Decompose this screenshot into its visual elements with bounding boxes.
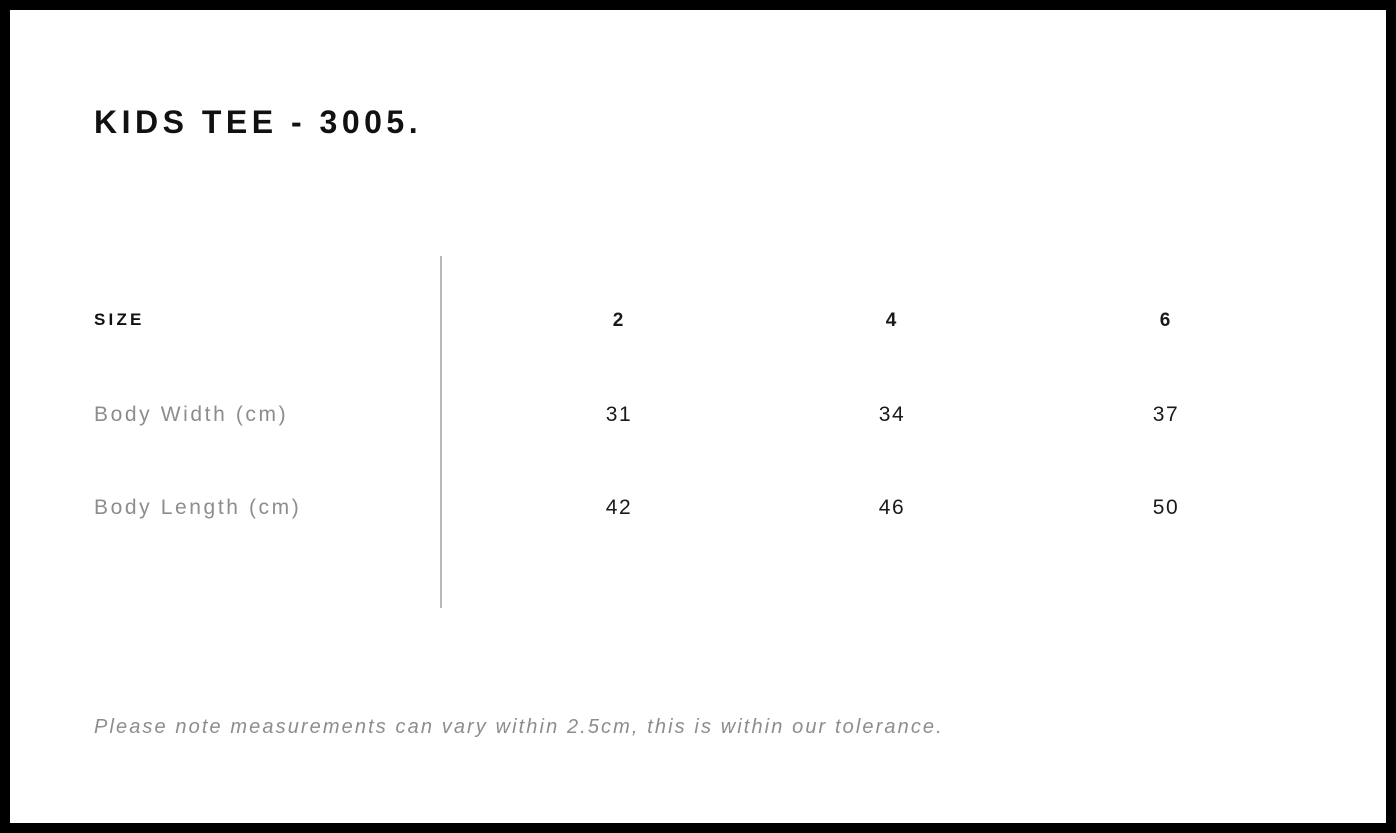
cell-body-length-size-2: 42: [605, 496, 633, 519]
column-header-size-4: 4: [885, 310, 899, 331]
column-header-size-2: 2: [612, 310, 626, 331]
cell-body-length-size-4: 46: [878, 496, 906, 519]
table-row: [94, 403, 1294, 496]
column-header-size: SIZE: [94, 310, 145, 329]
cell-body-width-size-6: 37: [1152, 403, 1180, 426]
table-row: [94, 496, 1294, 589]
column-header-size-6: 6: [1159, 310, 1173, 331]
table-header-row: [94, 310, 1294, 403]
row-label-body-length: Body Length (cm): [94, 496, 302, 519]
cell-body-length-size-6: 50: [1152, 496, 1180, 519]
page-title: KIDS TEE - 3005.: [94, 104, 423, 140]
row-label-body-width: Body Width (cm): [94, 403, 289, 426]
tolerance-note: Please note measurements can vary within 2.5cm, this is within our tolerance.: [94, 716, 944, 738]
cell-body-width-size-2: 31: [605, 403, 633, 426]
cell-body-width-size-4: 34: [878, 403, 906, 426]
size-chart-page: [10, 10, 1386, 823]
size-chart-table: [94, 310, 1294, 589]
